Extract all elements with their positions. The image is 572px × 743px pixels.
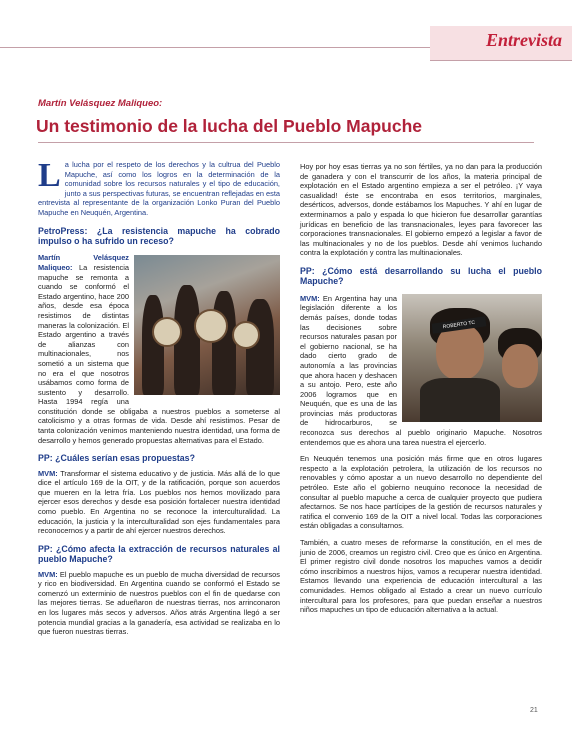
speaker-1: Martín Velásquez Maliqueo: bbox=[38, 253, 129, 272]
left-column bbox=[38, 157, 280, 644]
answer-3 bbox=[38, 570, 280, 637]
title-rule bbox=[38, 142, 534, 143]
speaker-3: MVM: bbox=[38, 569, 58, 579]
speaker-4: MVM: bbox=[300, 293, 320, 303]
page-number: 21 bbox=[530, 707, 538, 714]
question-1: PetroPress: ¿La resistencia mapuche ha cobrado impulso o ha sufrido un receso? bbox=[38, 225, 280, 246]
answer-3-text: El pueblo mapuche es un pueblo de mucha diversidad de recursos y rico en biodiversidad. En Argentina cuando se conformó el Estado se comenzó un exterminio de nuestros pueblos con el fin de quedarse con las mejores tierras. Se adueñaron de nuestras tierras, nos arrinconaron en los lugares más secos y adversos. Años atrás Argentina llegó a ser potencia mundial gracias a la ganadería, esa actividad se realizaba en lo que fueron nuestras tierras. bbox=[38, 569, 280, 637]
answer-2 bbox=[38, 469, 280, 536]
intro-text: a lucha por el respeto de los derechos y la cultrua del Pueblo Mapuche, así como los logros en la determinación de la comunidad sobre los recursos naturales y el tipo de educación, junto a sus perspectivas futuras, se encuentran reflejadas en esta entrevista al representante de la organización Lonko Puran del Pueblo Mapuche en Neuquén, Argentina. bbox=[38, 160, 280, 217]
answer-1-text: La resistencia mapuche se remonta a cuando se conformó el Estado argentino, hace 200 años, desde esa época resistimos de distintas maneras la colonización. El Estado argentino a través de alianzas con multinacionales, nos sometió a un sistema que no era el que nosotros usábamos como forma de sustento y desarrollo. Hasta 1994 regía una constitución donde se obligaba a nuestros pueblos a someterse al catolicismo y a otras formas de vida. Desde ahí resistimos. Pesar de tanta colonización venimos manteniendo nuestra identidad, una forma de desarrollo y hemos generado propuestas alternativas para el Estado. bbox=[38, 262, 280, 445]
right-paragraph-2: Hoy por hoy esas tierras ya no son fértiles, ya no dan para la producción de ganadera y con el transcurrir de los años, la materia principal de explotación en el Estado argentino empieza a ser el petróleo. ¡Y vaya casualidad! éste se encontraba en esos territorios, marginales, desérticos, adversos, donde estábamos los Mapuches. Y ahí en lugar de exterminarnos a palo y espada lo que hicieron fue desarrollar garantías jurídicas en beneficio de las transnacionales, leyes para favorecer las corporaciones transnacionales. El gobierno empezó a legislar a favor de las multinacionales y no de los pueblos. Desde ahí venimos luchando contra la explotación y contra las multinacionales. bbox=[300, 162, 542, 258]
photo-mapuche-drummers bbox=[134, 255, 280, 395]
answer-2-text: Transformar el sistema educativo y de justicia. Más allá de lo que dice el artículo 169 de la OIT, y de la ratificación, porque son acuerdos que mueren en la letra fría. Los pueblos nos hemos movilizado para ejercer esos derechos y desde esa posición fortalecer nuestra identidad como pueblo. En Argentina no se reconoce la interculturalidad. La educación, la justicia y la interculturalidad son ejes fundamentales para reconocernos y a partir de ahí ejercer nuestros derechos. bbox=[38, 468, 280, 536]
photo-mapuche-men bbox=[402, 294, 542, 422]
question-2: PP: ¿Cuáles serían esas propuestas? bbox=[38, 453, 195, 464]
question-3: PP: ¿Cómo afecta la extracción de recursos naturales al pueblo Mapuche? bbox=[38, 543, 280, 565]
speaker-2: MVM: bbox=[38, 468, 58, 478]
section-tab bbox=[430, 26, 572, 61]
header-rule bbox=[0, 47, 430, 48]
headband-text: ROBERTO TC bbox=[432, 316, 487, 333]
right-paragraph-4: En Neuquén tenemos una posición más firme que en otros lugares respecto a la explotación petrolera, la utilización de los recursos no renovables y cómo apostar a un nuevo desarrollo no dependiente del petróleo. Este año el gobierno neuquino reconoce la necesidad de consultar al pueblo mapuche a cerca de cualquier proyecto que pudiera afectarnos. Se nos hace partícipes de la gestión de recursos naturales y ratifica el convenio 169 de la OIT a nivel local. Todas las corporaciones están obligadas a consultarnos. bbox=[300, 454, 542, 531]
right-column bbox=[300, 162, 542, 622]
intro-paragraph bbox=[38, 157, 280, 218]
article-title: Un testimonio de la lucha del Pueblo Mapuche bbox=[36, 116, 423, 136]
question-4: PP: ¿Cómo está desarrollando su lucha el pueblo Mapuche? bbox=[300, 265, 542, 287]
section-label: Entrevista bbox=[485, 30, 562, 50]
dropcap: L bbox=[38, 157, 61, 194]
author-heading: Martín Velásquez Maliqueo: bbox=[38, 98, 163, 109]
right-paragraph-5: También, a cuatro meses de reformarse la constitución, en el mes de junio de 2006, creamos un registro civil. Creo que es único en Argentina. El primer registro civil donde nosotros los mapuches vamos a decidir cómo inscribimos a nuestros hijos, vamos a recuperar nuestra identidad. Estamos llevando una experiencia de educación intercultural a las comunidades. Hemos obligado al Estado a crear un nuevo currículo intercultural para los profesores, para que puedan enseñar a nuestros niños mapuches un tipo de educación alternativa a la actual. bbox=[300, 538, 542, 615]
answer-4-text: En Argentina hay una legislación diferente a los demás países, donde todas las decisiones sobre recursos naturales pasan por el gobierno nacional, se ha dado cierto grado de autonomía a las provincias que ahora hacen y deshacen a su antojo. Pero, este año 2006 logramos que en Neuquén, que es una de las provincias más productoras de hidrocarburos, se reconozca sus derechos al pueblo originario Mapuche. Nosotros entendemos que es ahora una tarea nuestra el ejercerlo. bbox=[300, 293, 542, 447]
